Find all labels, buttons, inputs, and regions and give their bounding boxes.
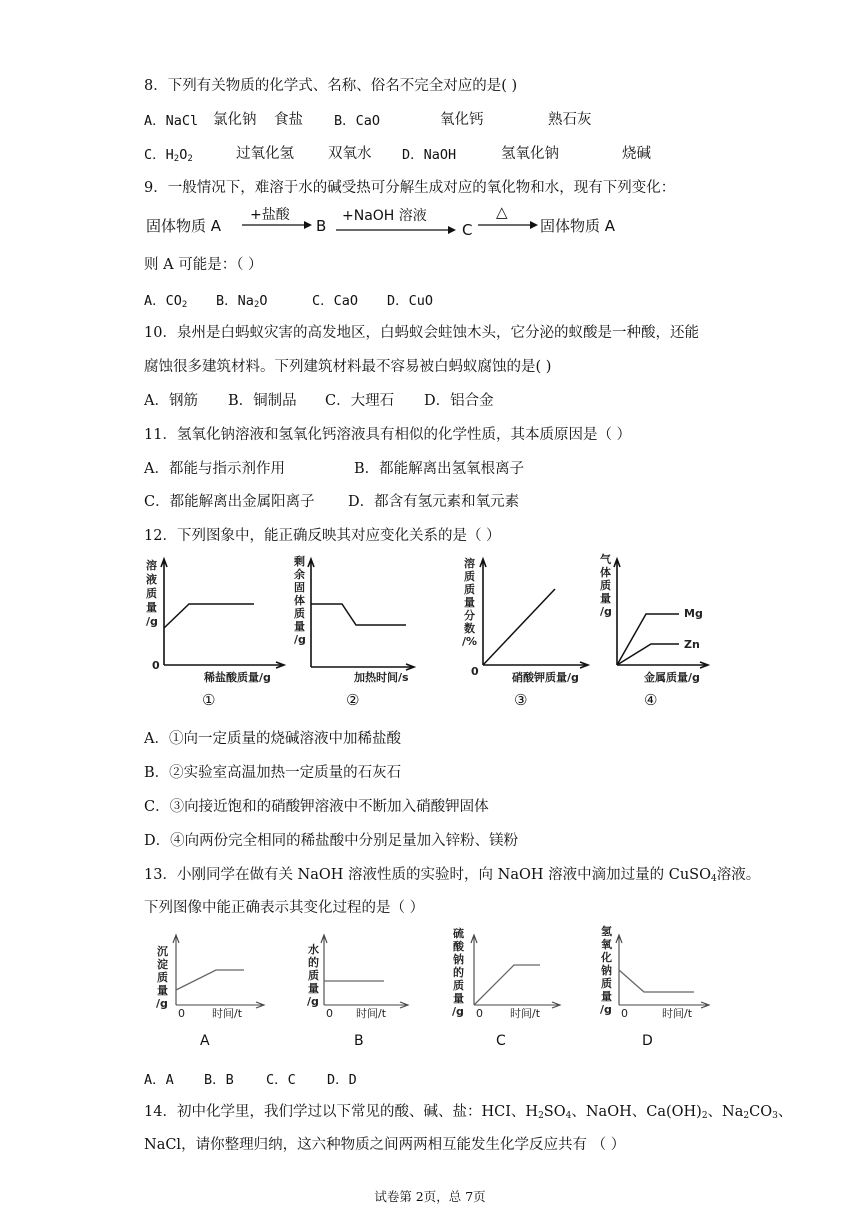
- q12-g2-ylabel-1: 余: [294, 568, 305, 581]
- q8-option-c-common: 双氧水: [328, 146, 372, 162]
- q13-gD-ylabel-2: 化: [601, 951, 612, 964]
- q13-gB-origin: 0: [326, 1007, 333, 1020]
- q12-g2-ylabel-0: 剩: [294, 555, 305, 568]
- q12-graph-3: [462, 556, 588, 709]
- scheme-arrow1-head: [304, 221, 312, 229]
- q11-option-d: D．都含有氢元素和氧元素: [348, 494, 520, 510]
- scheme-arrow1-label: +盐酸: [250, 207, 290, 223]
- q13-gC-xlabel: 时间/t: [510, 1007, 541, 1020]
- q9-option-d: D．CuO: [387, 293, 434, 309]
- q10-option-b: B．铜制品: [228, 393, 297, 409]
- q13-option-b: B．B: [204, 1072, 234, 1088]
- q9-reaction-scheme: [144, 203, 664, 243]
- q13-gA-ylabel-0: 沉: [157, 945, 168, 958]
- q13-gC-ylabel-6: /g: [452, 1005, 464, 1018]
- q12-g2-ylabel-6: /g: [294, 633, 306, 646]
- q10-option-d: D．铝合金: [424, 393, 494, 409]
- q13-gC-curve: [474, 965, 540, 1005]
- scheme-mid1: B: [316, 217, 327, 235]
- q8-option-a-formula: A．NaCl: [144, 113, 199, 129]
- q12-g1-xlabel: 稀盐酸质量/g: [204, 671, 271, 684]
- q11-option-a: A．都能与指示剂作用: [144, 461, 285, 477]
- q12-g3-ylabel-6: /%: [462, 635, 478, 648]
- q13-gA-origin: 0: [178, 1007, 185, 1020]
- q12-g4-xlabel: 金属质量/g: [644, 671, 700, 684]
- q13-gD-ylabel-0: 氢: [601, 925, 612, 938]
- q12-g4-ylabel-3: 量: [600, 592, 611, 605]
- q12-g3-curve: [483, 589, 555, 665]
- q12-g3-ylabel-1: 质: [464, 570, 475, 583]
- q8-option-a-common: 食盐: [274, 112, 303, 128]
- q12-g4-ylabel-1: 体: [600, 566, 611, 579]
- q12-g4-ylabel-0: 气: [600, 553, 611, 566]
- q12-g4-ylabel-4: /g: [600, 605, 612, 618]
- q8-option-a-name: 氯化钠: [213, 112, 257, 128]
- q13-gB-letter: B: [354, 1033, 364, 1049]
- q12-g1-curve: [164, 604, 254, 628]
- q13-gC-ylabel-4: 质: [453, 979, 464, 992]
- q13-gA-axes: [173, 935, 264, 1008]
- q13-gD-ylabel-1: 氧: [601, 938, 612, 951]
- q13-gA-ylabel-2: 质: [157, 971, 168, 984]
- q12-g2-curve: [311, 604, 406, 625]
- q9-option-c: C．CaO: [312, 293, 359, 309]
- scheme-end: 固体物质 A: [540, 217, 616, 235]
- q12-g1-ylabel-4: /g: [146, 615, 158, 628]
- q12-g3-ylabel-0: 溶: [464, 557, 475, 570]
- q13-gD-ylabel-4: 质: [601, 977, 612, 990]
- q8-option-d-name: 氢氧化钠: [501, 146, 559, 162]
- q13-gD-xlabel: 时间/t: [662, 1007, 693, 1020]
- q13-gA-ylabel-1: 淀: [157, 958, 168, 971]
- scheme-start: 固体物质 A: [146, 217, 222, 235]
- q13-gB-ylabel-3: 量: [308, 982, 319, 995]
- q8-option-c-name: 过氧化氢: [236, 146, 294, 162]
- q9-option-b: B．$Na_2O$: [216, 293, 268, 310]
- q13-gA-letter: A: [200, 1033, 210, 1049]
- q13-gB-xlabel: 时间/t: [356, 1007, 387, 1020]
- q13-gC-ylabel-5: 量: [453, 992, 464, 1005]
- q12-g3-xlabel: 硝酸钾质量/g: [512, 671, 579, 684]
- q12-g3-ylabel-5: 数: [464, 622, 475, 635]
- q9-stem: 9．一般情况下，难溶于水的碱受热可分解生成对应的氧化物和水，现有下列变化：: [144, 180, 676, 196]
- q12-graph-1: [146, 558, 284, 709]
- q12-g1-ylabel-0: 溶: [146, 559, 157, 572]
- q13-gA-curve: [176, 970, 244, 990]
- q11-option-b: B．都能解离出氢氧根离子: [354, 461, 525, 477]
- q12-g4-ylabel-2: 质: [600, 579, 611, 592]
- q13-graph-c: [452, 926, 560, 1049]
- q13-gD-letter: D: [642, 1033, 653, 1049]
- q12-g2-ylabel-3: 体: [294, 594, 305, 607]
- q12-g3-ylabel-3: 量: [464, 596, 475, 609]
- q8-option-b-formula: B．CaO: [334, 113, 381, 129]
- q12-g2-xlabel: 加热时间/s: [354, 671, 409, 684]
- scheme-arrow2-label: +NaOH 溶液: [342, 208, 427, 224]
- q12-g2-axes: [308, 559, 414, 670]
- q13-gC-ylabel-3: 的: [453, 966, 464, 979]
- q12-option-d: D．④向两份完全相同的稀盐酸中分别足量加入锌粉、镁粉: [144, 833, 519, 849]
- q13-gB-ylabel-4: /g: [307, 995, 319, 1008]
- q13-gA-ylabel-4: /g: [156, 997, 168, 1010]
- q13-graph-d: [600, 925, 709, 1049]
- q10-option-c: C．大理石: [325, 393, 395, 409]
- q13-gD-curve: [619, 970, 694, 992]
- q8-option-b-common: 熟石灰: [548, 112, 592, 128]
- q8-option-c-formula: C．$H_2O_2$: [144, 147, 193, 164]
- q9-ask: 则 A 可能是：（ ）: [144, 257, 263, 273]
- q12-stem: 12．下列图象中，能正确反映其对应变化关系的是（ ）: [144, 528, 501, 544]
- q8-stem: 8．下列有关物质的化学式、名称、俗名不完全对应的是( ): [144, 78, 518, 94]
- q13-gB-ylabel-1: 的: [308, 956, 319, 969]
- q12-g1-number: ①: [202, 691, 216, 709]
- q13-option-a: A．A: [144, 1072, 174, 1088]
- q11-option-c: C．都能解离出金属阳离子: [144, 494, 315, 510]
- scheme-arrow3-label: △: [496, 203, 508, 221]
- q8-option-b-name: 氧化钙: [440, 112, 484, 128]
- q12-graph-2: [294, 554, 414, 709]
- q13-gD-axes: [616, 935, 709, 1008]
- q12-g3-ylabel-4: 分: [464, 609, 475, 622]
- scheme-arrow3-head: [530, 221, 538, 229]
- q12-g2-number: ②: [346, 691, 360, 709]
- q12-g4-label-zn: Zn: [684, 638, 700, 651]
- q12-g2-ylabel-4: 质: [294, 607, 305, 620]
- q13-gC-ylabel-1: 酸: [453, 940, 464, 953]
- q12-option-c: C．③向接近饱和的硝酸钾溶液中不断加入硝酸钾固体: [144, 799, 489, 815]
- q12-g4-number: ④: [644, 691, 658, 709]
- q13-option-c: C．C: [266, 1072, 296, 1088]
- page-footer: 试卷第 2页，总 7页: [374, 1189, 486, 1204]
- q13-gD-ylabel-5: 量: [601, 990, 612, 1003]
- q12-g1-ylabel-2: 质: [146, 587, 157, 600]
- q12-g3-number: ③: [514, 691, 528, 709]
- q10-option-a: A．钢筋: [144, 393, 198, 409]
- q13-gC-letter: C: [496, 1033, 506, 1049]
- q10-line2: 腐蚀很多建筑材料。下列建筑材料最不容易被白蚂蚁腐蚀的是( ): [144, 359, 552, 375]
- q11-stem: 11．氢氧化钠溶液和氢氧化钙溶液具有相似的化学性质，其本质原因是（ ）: [144, 427, 632, 443]
- q12-g2-ylabel-2: 固: [294, 581, 305, 594]
- q12-option-b: B．②实验室高温加热一定质量的石灰石: [144, 765, 402, 781]
- q14-line1: 14．初中化学里，我们学过以下常见的酸、碱、盐：HCI、$H_2SO_4$、NaOH、$Ca(OH)_2$、$Na_2CO_3$、: [144, 1104, 793, 1121]
- q13-gA-ylabel-3: 量: [157, 984, 168, 997]
- q13-gD-origin: 0: [621, 1007, 628, 1020]
- q12-option-a: A．①向一定质量的烧碱溶液中加稀盐酸: [144, 731, 401, 747]
- q13-line1: 13．小刚同学在做有关 NaOH 溶液性质的实验时，向 NaOH 溶液中滴加过量的 CuSO$_4$溶液。: [144, 867, 761, 884]
- q8-option-d-common: 烧碱: [622, 146, 651, 162]
- q10-line1: 10．泉州是白蚂蚁灾害的高发地区，白蚂蚁会蛀蚀木头，它分泌的蚁酸是一种酸，还能: [144, 325, 699, 341]
- q12-g3-ylabel-2: 质: [464, 583, 475, 596]
- q12-g1-origin: 0: [152, 659, 160, 672]
- q13-line2: 下列图像中能正确表示其变化过程的是（ ）: [144, 900, 425, 916]
- q13-gB-ylabel-2: 质: [308, 969, 319, 982]
- q13-gC-ylabel-2: 钠: [453, 953, 464, 966]
- q12-g1-ylabel-3: 量: [146, 601, 157, 614]
- q13-gD-ylabel-3: 钠: [601, 964, 612, 977]
- q14-line2: NaCl，请你整理归纳，这六种物质之间两两相互能发生化学反应共有 （ ）: [144, 1137, 626, 1153]
- q8-option-d-formula: D．NaOH: [402, 147, 457, 163]
- q13-option-d: D．D: [327, 1072, 357, 1088]
- scheme-mid2: C: [462, 221, 473, 239]
- scheme-arrow2-head: [448, 226, 456, 234]
- q12-g4-curve-mg: [617, 614, 679, 665]
- q13-gC-ylabel-0: 硫: [453, 927, 464, 940]
- q13-graph-a: [156, 935, 264, 1049]
- q12-g2-ylabel-5: 量: [294, 620, 305, 633]
- q12-g1-ylabel-1: 液: [146, 573, 157, 586]
- q12-graph-4: [600, 553, 708, 709]
- q13-graphs: [144, 925, 724, 1055]
- q13-gC-axes: [471, 935, 560, 1008]
- q13-gB-ylabel-0: 水: [308, 943, 319, 956]
- q13-gA-xlabel: 时间/t: [212, 1007, 243, 1020]
- q13-gB-axes: [321, 935, 408, 1008]
- q12-graphs: [144, 553, 724, 713]
- q13-gD-ylabel-6: /g: [600, 1003, 612, 1016]
- q12-g3-origin: 0: [471, 665, 479, 678]
- q13-graph-b: [307, 935, 408, 1049]
- q9-option-a: A．$CO_2$: [144, 293, 188, 310]
- q13-gC-origin: 0: [476, 1007, 483, 1020]
- q12-g4-label-mg: Mg: [684, 607, 703, 620]
